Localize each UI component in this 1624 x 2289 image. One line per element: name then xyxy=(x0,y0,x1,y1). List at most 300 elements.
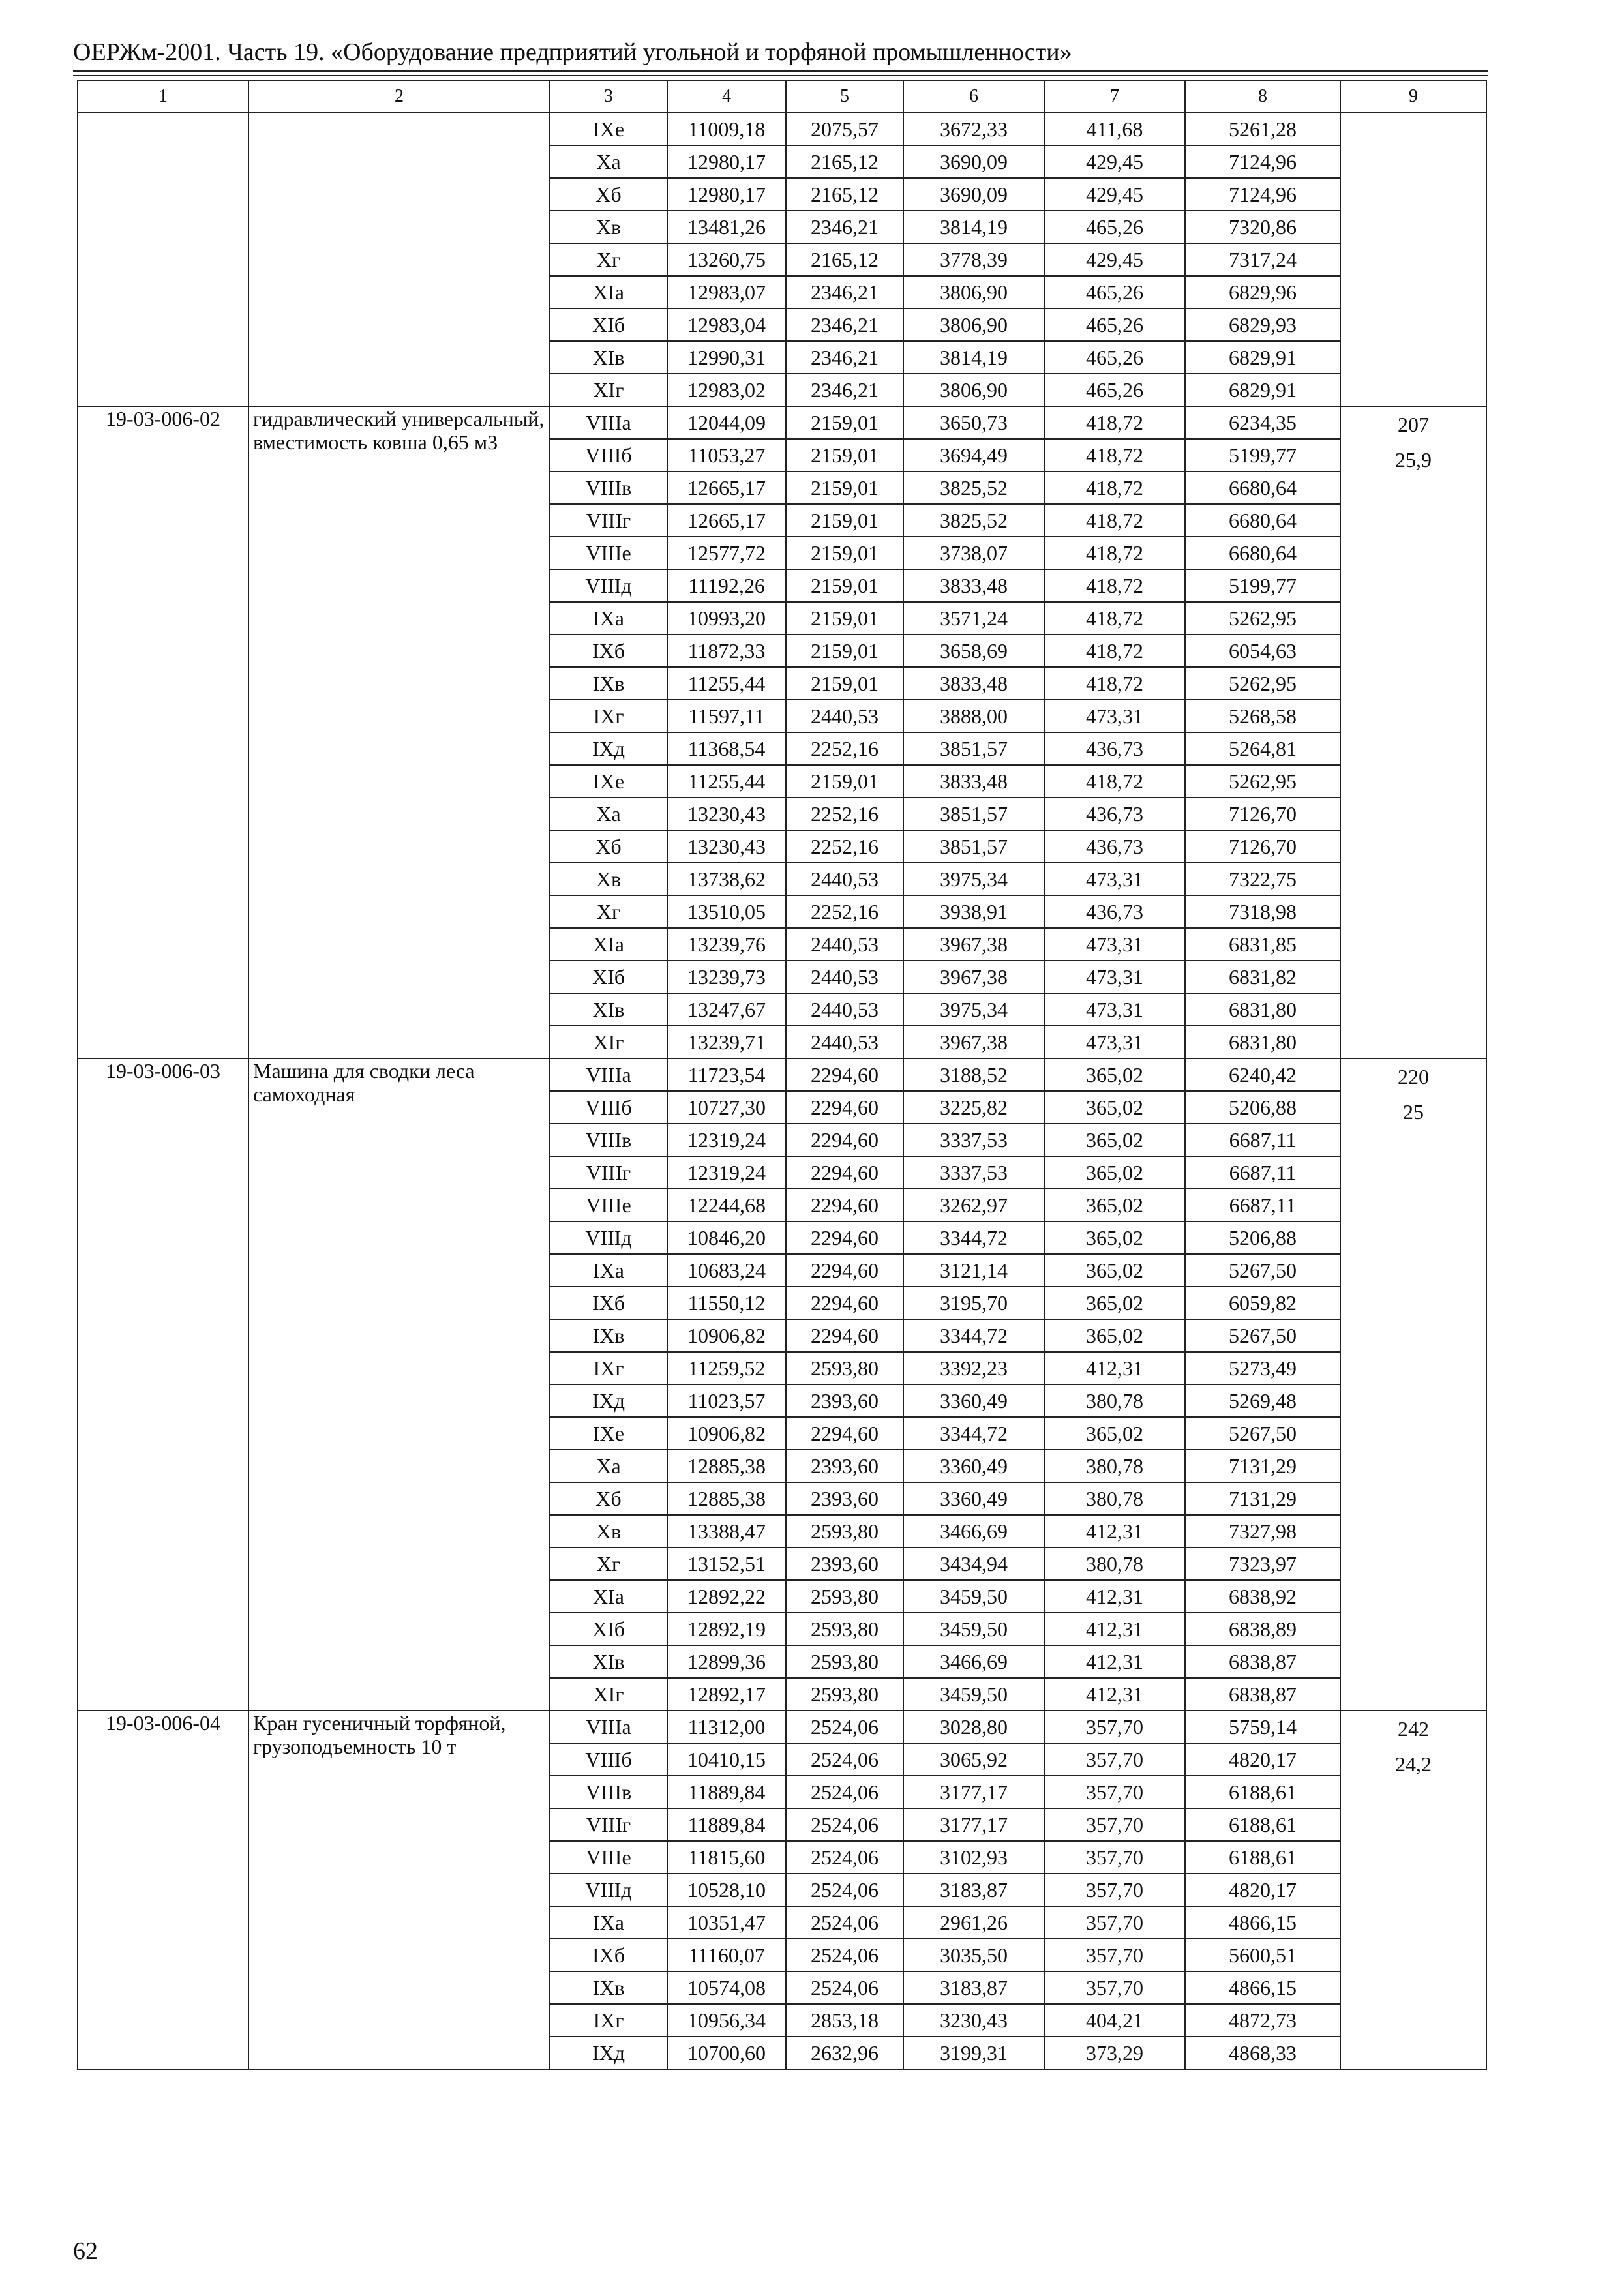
value-cell: 10956,34 xyxy=(667,2004,786,2037)
column-9-value: 242 xyxy=(1398,1717,1429,1741)
value-cell: 10846,20 xyxy=(667,1221,786,1254)
value-cell: 7126,70 xyxy=(1185,830,1340,863)
column-number-3: 3 xyxy=(550,80,667,113)
value-cell: 3806,90 xyxy=(903,374,1044,406)
value-cell: 7124,96 xyxy=(1185,145,1340,178)
value-cell: 4820,17 xyxy=(1185,1874,1340,1906)
page-header-title: ОЕРЖм-2001. Часть 19. «Оборудование предприятий угольной и торфяной промышленности» xyxy=(73,38,1072,66)
value-cell: 11192,26 xyxy=(667,569,786,602)
value-cell: 418,72 xyxy=(1044,406,1185,439)
zone-cell: XIг xyxy=(550,1678,667,1711)
value-cell: 3262,97 xyxy=(903,1189,1044,1221)
column-9-cell xyxy=(1340,406,1486,1058)
value-cell: 10700,60 xyxy=(667,2037,786,2069)
value-cell: 3738,07 xyxy=(903,537,1044,569)
value-cell: 2524,06 xyxy=(786,1776,903,1808)
zone-cell: VIIIа xyxy=(550,1058,667,1091)
value-cell: 3833,48 xyxy=(903,569,1044,602)
value-cell: 3967,38 xyxy=(903,928,1044,961)
value-cell: 465,26 xyxy=(1044,211,1185,243)
value-cell: 2165,12 xyxy=(786,243,903,276)
value-cell: 357,70 xyxy=(1044,1743,1185,1776)
page-number: 62 xyxy=(73,2237,98,2265)
value-cell: 473,31 xyxy=(1044,993,1185,1026)
value-cell: 3650,73 xyxy=(903,406,1044,439)
value-cell: 10410,15 xyxy=(667,1743,786,1776)
value-cell: 4866,15 xyxy=(1185,1971,1340,2004)
value-cell: 6831,85 xyxy=(1185,928,1340,961)
value-cell: 2440,53 xyxy=(786,863,903,895)
value-cell: 3121,14 xyxy=(903,1254,1044,1287)
value-cell: 2159,01 xyxy=(786,602,903,635)
value-cell: 2440,53 xyxy=(786,1026,903,1058)
table-row xyxy=(78,1711,1486,1743)
value-cell: 5267,50 xyxy=(1185,1319,1340,1352)
value-cell: 7317,24 xyxy=(1185,243,1340,276)
value-cell: 436,73 xyxy=(1044,895,1185,928)
value-cell: 429,45 xyxy=(1044,145,1185,178)
value-cell: 365,02 xyxy=(1044,1124,1185,1156)
value-cell: 13481,26 xyxy=(667,211,786,243)
value-cell: 13738,62 xyxy=(667,863,786,895)
rate-code-cell xyxy=(78,113,248,406)
value-cell: 380,78 xyxy=(1044,1548,1185,1580)
zone-cell: XIв xyxy=(550,993,667,1026)
value-cell: 11259,52 xyxy=(667,1352,786,1384)
value-cell: 3188,52 xyxy=(903,1058,1044,1091)
value-cell: 12892,22 xyxy=(667,1580,786,1613)
table-row xyxy=(78,1058,1486,1091)
value-cell: 412,31 xyxy=(1044,1645,1185,1678)
value-cell: 412,31 xyxy=(1044,1515,1185,1548)
value-cell: 4872,73 xyxy=(1185,2004,1340,2037)
table-row xyxy=(78,406,1486,439)
value-cell: 473,31 xyxy=(1044,863,1185,895)
value-cell: 3967,38 xyxy=(903,1026,1044,1058)
value-cell: 3833,48 xyxy=(903,765,1044,798)
value-cell: 3459,50 xyxy=(903,1678,1044,1711)
value-cell: 3833,48 xyxy=(903,667,1044,700)
value-cell: 2159,01 xyxy=(786,471,903,504)
zone-cell: Xа xyxy=(550,1450,667,1482)
value-cell: 429,45 xyxy=(1044,178,1185,211)
value-cell: 2294,60 xyxy=(786,1417,903,1450)
value-cell: 12885,38 xyxy=(667,1482,786,1515)
zone-cell: Xб xyxy=(550,178,667,211)
column-number-5: 5 xyxy=(786,80,903,113)
value-cell: 6687,11 xyxy=(1185,1156,1340,1189)
value-cell: 3177,17 xyxy=(903,1776,1044,1808)
zone-cell: XIб xyxy=(550,961,667,993)
value-cell: 10683,24 xyxy=(667,1254,786,1287)
value-cell: 3028,80 xyxy=(903,1711,1044,1743)
column-number-6: 6 xyxy=(903,80,1044,113)
zone-cell: XIа xyxy=(550,276,667,308)
value-cell: 2524,06 xyxy=(786,1874,903,1906)
zone-cell: IXг xyxy=(550,700,667,732)
value-cell: 2346,21 xyxy=(786,308,903,341)
column-9-cell xyxy=(1340,1711,1486,2069)
value-cell: 2524,06 xyxy=(786,1743,903,1776)
zone-cell: XIб xyxy=(550,1613,667,1645)
value-cell: 6188,61 xyxy=(1185,1841,1340,1874)
value-cell: 357,70 xyxy=(1044,1841,1185,1874)
value-cell: 5269,48 xyxy=(1185,1384,1340,1417)
value-cell: 418,72 xyxy=(1044,667,1185,700)
column-number-2: 2 xyxy=(248,80,550,113)
value-cell: 2593,80 xyxy=(786,1678,903,1711)
zone-cell: Xг xyxy=(550,895,667,928)
value-cell: 6838,89 xyxy=(1185,1613,1340,1645)
zone-cell: IXг xyxy=(550,1352,667,1384)
value-cell: 5199,77 xyxy=(1185,439,1340,471)
value-cell: 412,31 xyxy=(1044,1678,1185,1711)
value-cell: 11009,18 xyxy=(667,113,786,145)
zone-cell: VIIIб xyxy=(550,1091,667,1124)
value-cell: 3814,19 xyxy=(903,211,1044,243)
value-cell: 11889,84 xyxy=(667,1808,786,1841)
value-cell: 12983,07 xyxy=(667,276,786,308)
value-cell: 465,26 xyxy=(1044,276,1185,308)
equipment-name-cell: Кран гусеничный торфяной, грузоподъемность 10 т xyxy=(248,1711,550,2069)
zone-cell: VIIIг xyxy=(550,1808,667,1841)
value-cell: 3778,39 xyxy=(903,243,1044,276)
value-cell: 12983,02 xyxy=(667,374,786,406)
value-cell: 2440,53 xyxy=(786,993,903,1026)
column-9-value: 25 xyxy=(1403,1100,1424,1124)
value-cell: 2440,53 xyxy=(786,961,903,993)
value-cell: 357,70 xyxy=(1044,1808,1185,1841)
value-cell: 3806,90 xyxy=(903,276,1044,308)
zone-cell: Xа xyxy=(550,145,667,178)
value-cell: 12980,17 xyxy=(667,145,786,178)
value-cell: 10727,30 xyxy=(667,1091,786,1124)
value-cell: 6831,80 xyxy=(1185,993,1340,1026)
value-cell: 2159,01 xyxy=(786,439,903,471)
value-cell: 11160,07 xyxy=(667,1939,786,1971)
value-cell: 3938,91 xyxy=(903,895,1044,928)
value-cell: 3360,49 xyxy=(903,1384,1044,1417)
value-cell: 4868,33 xyxy=(1185,2037,1340,2069)
value-cell: 2524,06 xyxy=(786,1808,903,1841)
value-cell: 418,72 xyxy=(1044,765,1185,798)
value-cell: 357,70 xyxy=(1044,1971,1185,2004)
zone-cell: Xб xyxy=(550,830,667,863)
value-cell: 6829,91 xyxy=(1185,341,1340,374)
value-cell: 13239,76 xyxy=(667,928,786,961)
value-cell: 6680,64 xyxy=(1185,537,1340,569)
value-cell: 365,02 xyxy=(1044,1058,1185,1091)
value-cell: 2853,18 xyxy=(786,2004,903,2037)
value-cell: 3337,53 xyxy=(903,1156,1044,1189)
value-cell: 418,72 xyxy=(1044,439,1185,471)
zone-cell: Xа xyxy=(550,798,667,830)
value-cell: 11368,54 xyxy=(667,732,786,765)
value-cell: 6687,11 xyxy=(1185,1189,1340,1221)
value-cell: 436,73 xyxy=(1044,830,1185,863)
value-cell: 5261,28 xyxy=(1185,113,1340,145)
value-cell: 365,02 xyxy=(1044,1319,1185,1352)
value-cell: 412,31 xyxy=(1044,1580,1185,1613)
zone-cell: VIIIд xyxy=(550,1221,667,1254)
value-cell: 2294,60 xyxy=(786,1091,903,1124)
value-cell: 6831,80 xyxy=(1185,1026,1340,1058)
value-cell: 11723,54 xyxy=(667,1058,786,1091)
zone-cell: XIг xyxy=(550,374,667,406)
value-cell: 418,72 xyxy=(1044,635,1185,667)
value-cell: 12983,04 xyxy=(667,308,786,341)
value-cell: 6687,11 xyxy=(1185,1124,1340,1156)
value-cell: 6831,82 xyxy=(1185,961,1340,993)
value-cell: 436,73 xyxy=(1044,732,1185,765)
value-cell: 5267,50 xyxy=(1185,1254,1340,1287)
value-cell: 2346,21 xyxy=(786,374,903,406)
value-cell: 5264,81 xyxy=(1185,732,1340,765)
zone-cell: IXа xyxy=(550,1906,667,1939)
table-row xyxy=(78,113,1486,145)
zone-cell: VIIIв xyxy=(550,1124,667,1156)
zone-cell: IXд xyxy=(550,732,667,765)
value-cell: 12044,09 xyxy=(667,406,786,439)
value-cell: 3360,49 xyxy=(903,1450,1044,1482)
zone-cell: VIIIв xyxy=(550,471,667,504)
value-cell: 13230,43 xyxy=(667,798,786,830)
value-cell: 6680,64 xyxy=(1185,471,1340,504)
value-cell: 2440,53 xyxy=(786,928,903,961)
rate-code-cell: 19-03-006-04 xyxy=(78,1711,248,2069)
value-cell: 429,45 xyxy=(1044,243,1185,276)
value-cell: 3459,50 xyxy=(903,1580,1044,1613)
zone-cell: VIIIв xyxy=(550,1776,667,1808)
value-cell: 2159,01 xyxy=(786,765,903,798)
zone-cell: Xг xyxy=(550,1548,667,1580)
value-cell: 2159,01 xyxy=(786,569,903,602)
value-cell: 2252,16 xyxy=(786,895,903,928)
zone-cell: IXб xyxy=(550,635,667,667)
value-cell: 3183,87 xyxy=(903,1874,1044,1906)
value-cell: 12577,72 xyxy=(667,537,786,569)
value-cell: 2252,16 xyxy=(786,830,903,863)
value-cell: 2524,06 xyxy=(786,1939,903,1971)
value-cell: 11255,44 xyxy=(667,765,786,798)
value-cell: 11255,44 xyxy=(667,667,786,700)
value-cell: 3177,17 xyxy=(903,1808,1044,1841)
value-cell: 2593,80 xyxy=(786,1645,903,1678)
value-cell: 7323,97 xyxy=(1185,1548,1340,1580)
column-9-cell xyxy=(1340,113,1486,406)
column-9-value: 25,9 xyxy=(1395,448,1432,471)
zone-cell: IXв xyxy=(550,1971,667,2004)
value-cell: 357,70 xyxy=(1044,1776,1185,1808)
value-cell: 4866,15 xyxy=(1185,1906,1340,1939)
value-cell: 473,31 xyxy=(1044,928,1185,961)
value-cell: 365,02 xyxy=(1044,1417,1185,1450)
value-cell: 12899,36 xyxy=(667,1645,786,1678)
value-cell: 2294,60 xyxy=(786,1124,903,1156)
value-cell: 3230,43 xyxy=(903,2004,1044,2037)
value-cell: 3434,94 xyxy=(903,1548,1044,1580)
value-cell: 7131,29 xyxy=(1185,1482,1340,1515)
value-cell: 365,02 xyxy=(1044,1254,1185,1287)
value-cell: 13388,47 xyxy=(667,1515,786,1548)
value-cell: 2346,21 xyxy=(786,211,903,243)
value-cell: 2593,80 xyxy=(786,1352,903,1384)
value-cell: 3690,09 xyxy=(903,178,1044,211)
value-cell: 3694,49 xyxy=(903,439,1044,471)
value-cell: 11889,84 xyxy=(667,1776,786,1808)
value-cell: 5262,95 xyxy=(1185,765,1340,798)
value-cell: 6680,64 xyxy=(1185,504,1340,537)
value-cell: 2165,12 xyxy=(786,178,903,211)
value-cell: 357,70 xyxy=(1044,1874,1185,1906)
value-cell: 11312,00 xyxy=(667,1711,786,1743)
value-cell: 11550,12 xyxy=(667,1287,786,1319)
value-cell: 5759,14 xyxy=(1185,1711,1340,1743)
value-cell: 2159,01 xyxy=(786,504,903,537)
value-cell: 6188,61 xyxy=(1185,1808,1340,1841)
value-cell: 465,26 xyxy=(1044,341,1185,374)
value-cell: 380,78 xyxy=(1044,1482,1185,1515)
zone-cell: IXе xyxy=(550,765,667,798)
zone-cell: XIа xyxy=(550,1580,667,1613)
value-cell: 12665,17 xyxy=(667,504,786,537)
value-cell: 365,02 xyxy=(1044,1221,1185,1254)
value-cell: 13230,43 xyxy=(667,830,786,863)
value-cell: 6829,91 xyxy=(1185,374,1340,406)
value-cell: 3690,09 xyxy=(903,145,1044,178)
value-cell: 2294,60 xyxy=(786,1319,903,1352)
value-cell: 5262,95 xyxy=(1185,602,1340,635)
column-9-cell xyxy=(1340,1058,1486,1711)
value-cell: 2165,12 xyxy=(786,145,903,178)
column-9-value: 24,2 xyxy=(1395,1752,1432,1776)
value-cell: 2159,01 xyxy=(786,537,903,569)
value-cell: 13260,75 xyxy=(667,243,786,276)
value-cell: 7318,98 xyxy=(1185,895,1340,928)
zone-cell: XIб xyxy=(550,308,667,341)
value-cell: 13247,67 xyxy=(667,993,786,1026)
value-cell: 418,72 xyxy=(1044,504,1185,537)
zone-cell: IXе xyxy=(550,1417,667,1450)
value-cell: 418,72 xyxy=(1044,569,1185,602)
value-cell: 13239,71 xyxy=(667,1026,786,1058)
value-cell: 3851,57 xyxy=(903,732,1044,765)
value-cell: 2593,80 xyxy=(786,1515,903,1548)
equipment-name-cell: Машина для сводки леса самоходная xyxy=(248,1058,550,1711)
zone-cell: VIIIг xyxy=(550,1156,667,1189)
value-cell: 3199,31 xyxy=(903,2037,1044,2069)
value-cell: 5206,88 xyxy=(1185,1221,1340,1254)
zone-cell: XIа xyxy=(550,928,667,961)
value-cell: 412,31 xyxy=(1044,1613,1185,1645)
value-cell: 11872,33 xyxy=(667,635,786,667)
value-cell: 12319,24 xyxy=(667,1124,786,1156)
value-cell: 3225,82 xyxy=(903,1091,1044,1124)
value-cell: 3337,53 xyxy=(903,1124,1044,1156)
value-cell: 373,29 xyxy=(1044,2037,1185,2069)
value-cell: 473,31 xyxy=(1044,700,1185,732)
value-cell: 473,31 xyxy=(1044,1026,1185,1058)
value-cell: 2524,06 xyxy=(786,1841,903,1874)
value-cell: 404,21 xyxy=(1044,2004,1185,2037)
rates-table xyxy=(77,80,1487,2070)
value-cell: 6838,92 xyxy=(1185,1580,1340,1613)
value-cell: 6188,61 xyxy=(1185,1776,1340,1808)
zone-cell: IXа xyxy=(550,602,667,635)
value-cell: 2294,60 xyxy=(786,1287,903,1319)
value-cell: 13510,05 xyxy=(667,895,786,928)
value-cell: 2294,60 xyxy=(786,1058,903,1091)
value-cell: 6838,87 xyxy=(1185,1645,1340,1678)
value-cell: 3975,34 xyxy=(903,993,1044,1026)
value-cell: 11597,11 xyxy=(667,700,786,732)
zone-cell: IXв xyxy=(550,667,667,700)
value-cell: 7322,75 xyxy=(1185,863,1340,895)
value-cell: 6059,82 xyxy=(1185,1287,1340,1319)
column-number-8: 8 xyxy=(1185,80,1340,113)
value-cell: 3344,72 xyxy=(903,1417,1044,1450)
value-cell: 465,26 xyxy=(1044,374,1185,406)
value-cell: 12892,17 xyxy=(667,1678,786,1711)
value-cell: 10993,20 xyxy=(667,602,786,635)
value-cell: 7124,96 xyxy=(1185,178,1340,211)
zone-cell: XIв xyxy=(550,1645,667,1678)
zone-cell: IXд xyxy=(550,2037,667,2069)
value-cell: 357,70 xyxy=(1044,1711,1185,1743)
value-cell: 418,72 xyxy=(1044,602,1185,635)
value-cell: 3195,70 xyxy=(903,1287,1044,1319)
value-cell: 12990,31 xyxy=(667,341,786,374)
zone-cell: IXв xyxy=(550,1319,667,1352)
zone-cell: Xг xyxy=(550,243,667,276)
column-number-1: 1 xyxy=(78,80,248,113)
value-cell: 12892,19 xyxy=(667,1613,786,1645)
zone-cell: XIв xyxy=(550,341,667,374)
zone-cell: XIг xyxy=(550,1026,667,1058)
value-cell: 4820,17 xyxy=(1185,1743,1340,1776)
value-cell: 365,02 xyxy=(1044,1287,1185,1319)
value-cell: 3459,50 xyxy=(903,1613,1044,1645)
zone-cell: IXб xyxy=(550,1939,667,1971)
value-cell: 418,72 xyxy=(1044,471,1185,504)
value-cell: 2346,21 xyxy=(786,276,903,308)
value-cell: 3806,90 xyxy=(903,308,1044,341)
value-cell: 3360,49 xyxy=(903,1482,1044,1515)
zone-cell: VIIIд xyxy=(550,569,667,602)
zone-cell: IXд xyxy=(550,1384,667,1417)
value-cell: 2294,60 xyxy=(786,1254,903,1287)
value-cell: 10906,82 xyxy=(667,1319,786,1352)
value-cell: 3672,33 xyxy=(903,113,1044,145)
value-cell: 6829,93 xyxy=(1185,308,1340,341)
zone-cell: VIIIа xyxy=(550,1711,667,1743)
value-cell: 357,70 xyxy=(1044,1939,1185,1971)
value-cell: 436,73 xyxy=(1044,798,1185,830)
value-cell: 380,78 xyxy=(1044,1450,1185,1482)
value-cell: 3344,72 xyxy=(903,1221,1044,1254)
value-cell: 412,31 xyxy=(1044,1352,1185,1384)
value-cell: 473,31 xyxy=(1044,961,1185,993)
value-cell: 5262,95 xyxy=(1185,667,1340,700)
value-cell: 2294,60 xyxy=(786,1221,903,1254)
value-cell: 5199,77 xyxy=(1185,569,1340,602)
zone-cell: VIIIд xyxy=(550,1874,667,1906)
value-cell: 3851,57 xyxy=(903,830,1044,863)
header-rule xyxy=(73,70,1488,72)
value-cell: 5268,58 xyxy=(1185,700,1340,732)
value-cell: 12980,17 xyxy=(667,178,786,211)
value-cell: 3466,69 xyxy=(903,1515,1044,1548)
